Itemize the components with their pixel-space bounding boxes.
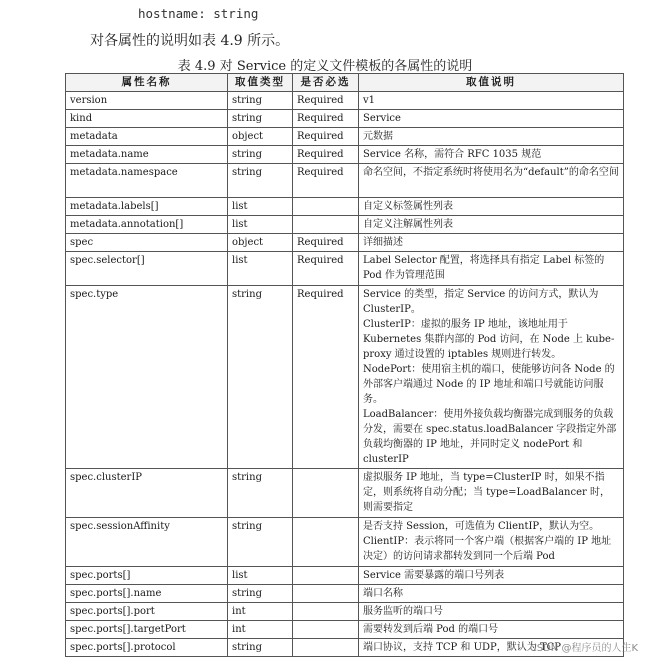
cell-required: Required	[293, 92, 359, 110]
table-row	[66, 234, 624, 252]
cell-value-type: list	[228, 216, 293, 234]
description-paragraph: 需要转发到后端 Pod 的端口号	[363, 624, 499, 635]
attribute-table	[65, 73, 624, 657]
table-row	[66, 585, 624, 603]
table-row	[66, 603, 624, 621]
description-paragraph: NodePort：使用宿主机的端口，使能够访问各 Node 的外部客户端通过 Node 的 IP 地址和端口号就能访问服务。	[363, 364, 615, 405]
cell-attribute-name: spec.ports[].name	[66, 585, 228, 603]
description-paragraph: 是否支持 Session，可选值为 ClientIP，默认为空。	[363, 521, 600, 532]
table-row	[66, 286, 624, 469]
table-row	[66, 518, 624, 567]
table-row	[66, 92, 624, 110]
cell-description	[359, 252, 624, 286]
table-row	[66, 469, 624, 518]
cell-attribute-name: metadata.namespace	[66, 164, 228, 198]
cell-description	[359, 164, 624, 198]
cell-description	[359, 585, 624, 603]
cell-value-type: object	[228, 128, 293, 146]
cell-description	[359, 286, 624, 469]
cell-required	[293, 518, 359, 567]
cell-description	[359, 216, 624, 234]
description-paragraph: Service 的类型，指定 Service 的访问方式，默认为 ClusterIP。	[363, 289, 599, 315]
cell-attribute-name: version	[66, 92, 228, 110]
cell-required: Required	[293, 286, 359, 469]
cell-attribute-name: spec.ports[].targetPort	[66, 621, 228, 639]
cell-value-type: string	[228, 164, 293, 198]
description-paragraph: 端口协议，支持 TCP 和 UDP，默认为 TCP	[363, 642, 561, 653]
description-paragraph: Service 名称，需符合 RFC 1035 规范	[363, 149, 542, 160]
header-name: 属性名称	[66, 74, 228, 92]
description-paragraph: 元数据	[363, 131, 393, 142]
cell-attribute-name: spec.ports[]	[66, 567, 228, 585]
cell-required	[293, 198, 359, 216]
cell-required: Required	[293, 164, 359, 198]
description-paragraph: 详细描述	[363, 237, 403, 248]
intro-text: 对各属性的说明如表 4.9 所示。	[90, 33, 290, 49]
cell-attribute-name: spec.ports[].protocol	[66, 639, 228, 657]
cell-required: Required	[293, 128, 359, 146]
description-paragraph: Service 需要暴露的端口号列表	[363, 570, 505, 581]
cell-value-type: string	[228, 92, 293, 110]
cell-value-type: string	[228, 639, 293, 657]
cell-value-type: list	[228, 567, 293, 585]
table-row	[66, 252, 624, 286]
cell-value-type: object	[228, 234, 293, 252]
cell-value-type: int	[228, 603, 293, 621]
cell-description	[359, 198, 624, 216]
cell-required	[293, 585, 359, 603]
description-paragraph: 自定义注解属性列表	[363, 219, 453, 230]
table-row	[66, 621, 624, 639]
description-paragraph: ClientIP：表示将同一个客户端（根据客户端的 IP 地址决定）的访问请求都转发到同一个后端 Pod	[363, 536, 612, 562]
description-paragraph: 服务监听的端口号	[363, 606, 443, 617]
cell-value-type: list	[228, 252, 293, 286]
table-row	[66, 146, 624, 164]
cell-attribute-name: kind	[66, 110, 228, 128]
cell-description	[359, 518, 624, 567]
cell-value-type: string	[228, 585, 293, 603]
cell-value-type: string	[228, 146, 293, 164]
watermark: CSDN @程序员的人生K	[529, 643, 638, 654]
cell-required	[293, 621, 359, 639]
cell-value-type: string	[228, 518, 293, 567]
table-header-row	[66, 74, 624, 92]
cell-required: Required	[293, 234, 359, 252]
description-paragraph: LoadBalancer：使用外接负载均衡器完成到服务的负载分发，需要在 spec.status.loadBalancer 字段指定外部负载均衡器的 IP 地址，并同时定义 nodePort 和 clusterIP	[363, 409, 617, 465]
cell-attribute-name: metadata.name	[66, 146, 228, 164]
table-row	[66, 110, 624, 128]
table-caption: 表 4.9 对 Service 的定义文件模板的各属性的说明	[177, 59, 473, 74]
cell-description	[359, 621, 624, 639]
code-line: hostname: string	[138, 6, 259, 21]
cell-required	[293, 469, 359, 518]
cell-description	[359, 110, 624, 128]
cell-description	[359, 92, 624, 110]
cell-value-type: string	[228, 469, 293, 518]
cell-attribute-name: spec.clusterIP	[66, 469, 228, 518]
table-row	[66, 164, 624, 198]
cell-description	[359, 603, 624, 621]
description-paragraph: 自定义标签属性列表	[363, 201, 453, 212]
table-row	[66, 198, 624, 216]
cell-attribute-name: spec.selector[]	[66, 252, 228, 286]
table-row	[66, 567, 624, 585]
description-paragraph: 命名空间，不指定系统时将使用名为“default”的命名空间	[363, 167, 619, 178]
cell-description	[359, 128, 624, 146]
cell-value-type: list	[228, 198, 293, 216]
cell-required	[293, 567, 359, 585]
cell-required	[293, 639, 359, 657]
cell-attribute-name: spec.type	[66, 286, 228, 469]
cell-description	[359, 146, 624, 164]
cell-required: Required	[293, 252, 359, 286]
cell-attribute-name: spec.ports[].port	[66, 603, 228, 621]
description-paragraph: Service	[363, 113, 401, 124]
cell-required	[293, 603, 359, 621]
cell-required: Required	[293, 146, 359, 164]
cell-description	[359, 567, 624, 585]
description-paragraph: ClusterIP：虚拟的服务 IP 地址，该地址用于 Kubernetes 集群内部的 Pod 访问，在 Node 上 kube-proxy 通过设置的 iptables 规则进行转发。	[363, 319, 615, 360]
cell-attribute-name: metadata.annotation[]	[66, 216, 228, 234]
description-paragraph: 端口名称	[363, 588, 403, 599]
cell-attribute-name: spec	[66, 234, 228, 252]
cell-value-type: int	[228, 621, 293, 639]
table-row	[66, 216, 624, 234]
description-paragraph: v1	[363, 95, 376, 106]
cell-required	[293, 216, 359, 234]
cell-attribute-name: spec.sessionAffinity	[66, 518, 228, 567]
header-description: 取值说明	[359, 74, 624, 92]
table-row	[66, 128, 624, 146]
cell-attribute-name: metadata	[66, 128, 228, 146]
cell-value-type: string	[228, 286, 293, 469]
header-type: 取值类型	[228, 74, 293, 92]
cell-attribute-name: metadata.labels[]	[66, 198, 228, 216]
cell-value-type: string	[228, 110, 293, 128]
cell-description	[359, 234, 624, 252]
cell-required: Required	[293, 110, 359, 128]
description-paragraph: Label Selector 配置，将选择具有指定 Label 标签的 Pod 作为管理范围	[363, 255, 605, 281]
cell-description	[359, 469, 624, 518]
description-paragraph: 虚拟服务 IP 地址，当 type=ClusterIP 时，如果不指定，则系统将自动分配；当 type=LoadBalancer 时，则需要指定	[363, 472, 610, 513]
header-required: 是否必选	[293, 74, 359, 92]
table-body	[66, 92, 624, 657]
